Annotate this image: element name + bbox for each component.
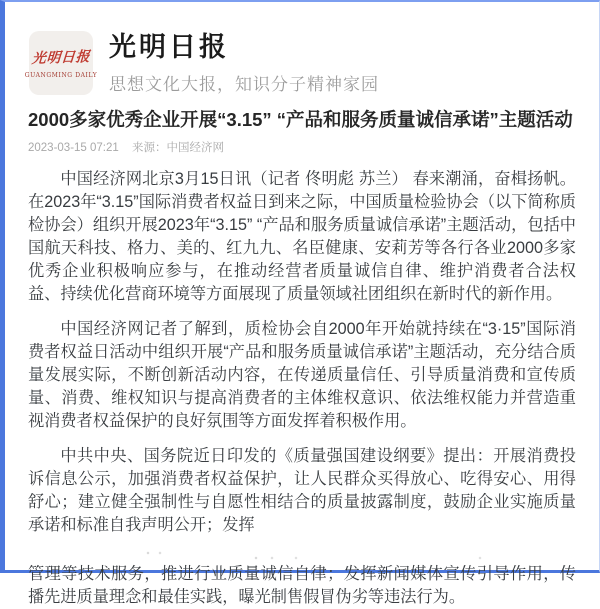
guangming-daily-logo[interactable] [24,31,98,95]
article-source: 来源：中国经济网 [132,142,225,155]
article-paragraph-3: 中共中央、国务院近日印发的《质量强国建设纲要》提出：开展消费投诉信息公示，加强消费者权益保护，让人民群众买得放心、吃得安心、用得舒心；建立健全强制性与自愿性相结合的质量披露制度，鼓励企业实施质量承诺和标准自我声明公开；发挥 [28,447,576,535]
article [5,106,599,609]
site-title: 光明日报 [109,32,229,63]
page-break-artifact [28,549,576,561]
article-headline: 2000多家优秀企业开展“3.15” “产品和服务质量诚信承诺”主题活动 [28,109,573,131]
article-paragraph-4: 管理等技术服务，推进行业质量诚信自律；发挥新闻媒体宣传引导作用，传播先进质量理念和最佳实践，曝光制售假冒伪劣等违法行为。 [28,565,576,607]
article-body [28,168,576,609]
logo-calligraphy-text: 光明日报 [31,48,91,68]
publish-datetime: 2023-03-15 07:21 [28,142,119,155]
article-meta [28,139,576,155]
site-header [5,2,599,95]
site-subtitle: 思想文化大报，知识分子精神家园 [109,75,379,96]
article-paragraph-1: 中国经济网北京3月15日讯（记者 佟明彪 苏兰） 春来潮涌，奋楫扬帆。在2023年“3.15”国际消费者权益日到来之际，中国质量检验协会（以下简称质检协会）组织开展2023年“3.15” “产品和服务质量诚信承诺”主题活动，包括中国航天科技、格力、美的、红九九、名臣健康、安莉芳等各行各业2000多家优秀企业积极响应参与，在推动经营者质量诚信自律、维护消费者合法权益、持续优化营商环境等方面展现了质量领域社团组织在新时代的新作用。 [28,170,576,304]
article-paragraph-2: 中国经济网记者了解到，质检协会自2000年开始就持续在“3·15”国际消费者权益日活动中组织开展“产品和服务质量诚信承诺”主题活动，充分结合质量发展实际，不断创新活动内容，在传递质量信任、引导质量消费和宣传质量、消费、维权知识与提高消费者的主体维权意识、依法维权能力并营造重视消费者权益保护的良好氛围等方面发挥着积极作用。 [28,320,576,431]
logo-caption-text: GUANGMING DAILY [24,72,98,79]
site-title-group [109,31,379,95]
